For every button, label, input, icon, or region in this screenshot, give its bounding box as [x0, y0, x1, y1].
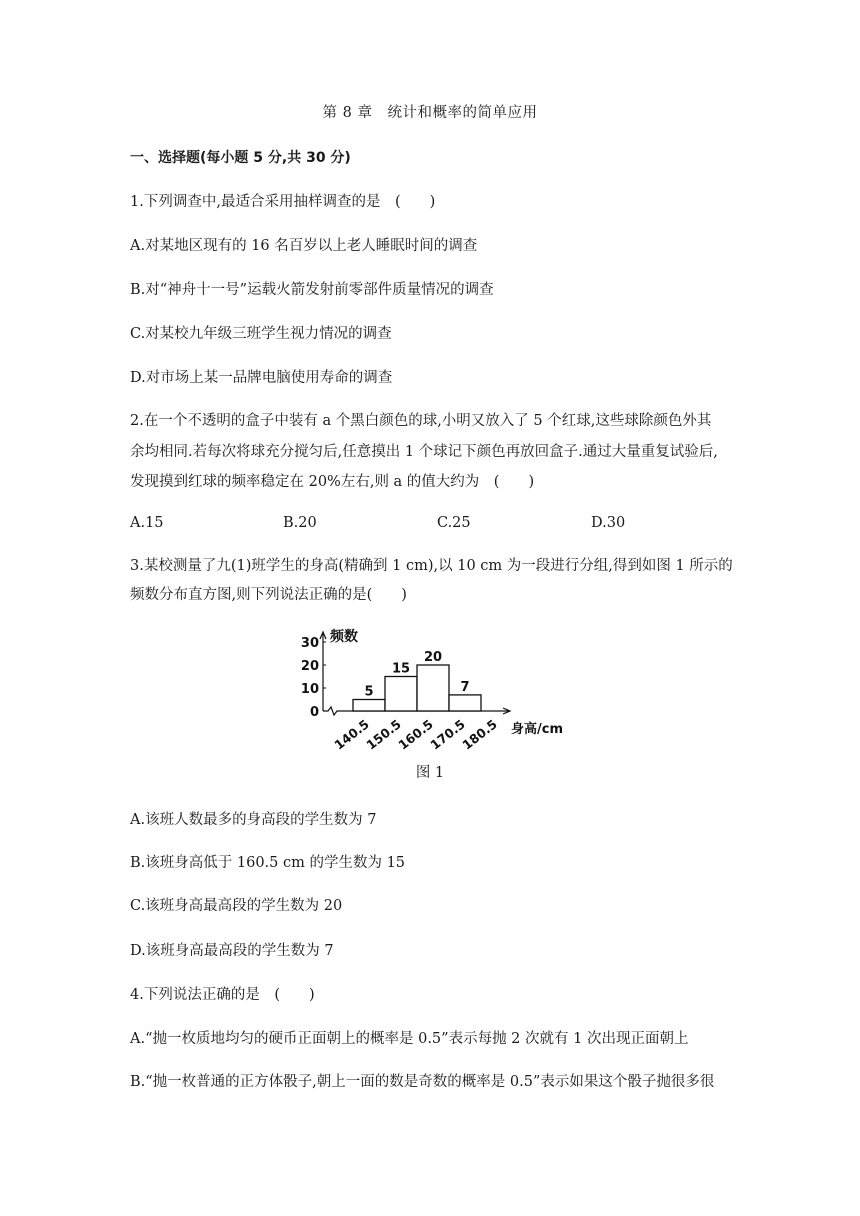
figure-caption: 图 1: [415, 765, 445, 781]
question-1-option-a: A.对某地区现有的 16 名百岁以上老人睡眠时间的调查: [130, 238, 478, 254]
question-2-option-b: B.20: [283, 515, 317, 531]
y-tick-label: 0: [309, 705, 319, 720]
question-2-option-a: A.15: [130, 515, 164, 531]
x-tick-label: 180.5: [459, 716, 500, 753]
question-1-option-c: C.对某校九年级三班学生视力情况的调查: [130, 326, 392, 342]
y-tick-label: 10: [300, 682, 319, 697]
question-2-stem-line-2: 余均相同.若每次将球充分搅匀后,任意摸出 1 个球记下颜色再放回盒子.通过大量重复试验后,: [130, 444, 718, 460]
question-3-option-a: A.该班人数最多的身高段的学生数为 7: [130, 812, 377, 828]
question-2-options: [130, 513, 730, 533]
bar-value-label: 20: [423, 650, 443, 665]
bar-value-label: 7: [460, 679, 470, 695]
question-3-option-c: C.该班身高最高段的学生数为 20: [130, 898, 343, 914]
question-3-stem-line-2: 频数分布直方图,则下列说法正确的是( ): [130, 587, 407, 603]
question-3-option-b: B.该班身高低于 160.5 cm 的学生数为 15: [130, 855, 406, 871]
histogram-bar: [385, 677, 417, 712]
page-title: 第 8 章 统计和概率的简单应用: [322, 105, 538, 121]
histogram-bar: [417, 665, 449, 711]
frequency-histogram: [290, 628, 580, 753]
histogram-bar: [449, 695, 481, 711]
question-1-option-b: B.对“神舟十一号”运载火箭发射前零部件质量情况的调查: [130, 282, 494, 298]
x-tick-label: 150.5: [363, 716, 404, 753]
bar-value-label: 5: [364, 684, 374, 700]
question-1-stem: 1.下列调查中,最适合采用抽样调查的是 ( ): [130, 194, 436, 210]
x-axis-title: 身高/cm: [511, 722, 564, 737]
question-1-option-d: D.对市场上某一品牌电脑使用寿命的调查: [130, 370, 393, 386]
bar-value-label: 15: [391, 661, 411, 677]
question-3-option-d: D.该班身高最高段的学生数为 7: [130, 943, 334, 959]
histogram-bar: [353, 700, 385, 712]
question-4-option-a: A.“抛一枚质地均匀的硬币正面朝上的概率是 0.5”表示每抛 2 次就有 1 次出现正面朝上: [130, 1031, 689, 1047]
question-2-option-d: D.30: [591, 515, 626, 531]
y-tick-label: 30: [300, 636, 319, 651]
x-tick-label: 160.5: [395, 716, 436, 753]
y-tick-label: 20: [300, 659, 319, 674]
question-2-stem-line-3: 发现摸到红球的频率稳定在 20%左右,则 a 的值大约为 ( ): [130, 474, 535, 490]
question-4-option-b: B.“抛一枚普通的正方体骰子,朝上一面的数是奇数的概率是 0.5”表示如果这个骰子抛很多很: [130, 1074, 715, 1090]
x-tick-label: 170.5: [427, 716, 468, 753]
x-tick-label: 140.5: [331, 716, 372, 753]
question-2-stem-line-1: 2.在一个不透明的盒子中装有 a 个黑白颜色的球,小明又放入了 5 个红球,这些球除颜色外其: [130, 413, 712, 429]
y-axis-title: 频数: [330, 629, 358, 645]
question-4-stem: 4.下列说法正确的是 ( ): [130, 987, 315, 1003]
question-3-stem-line-1: 3.某校测量了九(1)班学生的身高(精确到 1 cm),以 10 cm 为一段进行分组,得到如图 1 所示的: [130, 558, 733, 574]
question-2-option-c: C.25: [437, 515, 471, 531]
section-heading: 一、选择题(每小题 5 分,共 30 分): [130, 150, 351, 166]
